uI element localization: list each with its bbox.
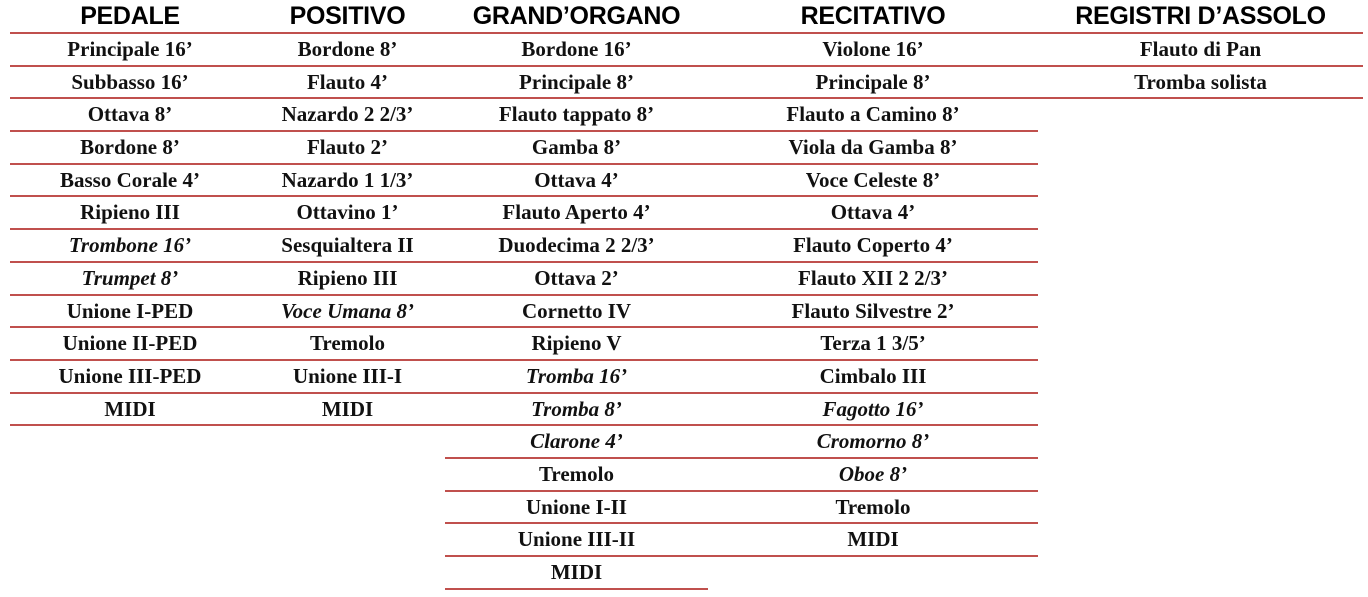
stop-item: Oboe 8’ — [708, 459, 1038, 492]
stop-item: Bordone 16’ — [445, 34, 708, 67]
stop-item: Principale 8’ — [708, 67, 1038, 100]
column-grand-organo — [445, 0, 708, 590]
stop-item: Violone 16’ — [708, 34, 1038, 67]
column-recitativo — [708, 0, 1038, 557]
column-pedale — [10, 0, 250, 426]
stop-item: MIDI — [445, 557, 708, 590]
stop-item: Subbasso 16’ — [10, 67, 250, 100]
stop-item: Viola da Gamba 8’ — [708, 132, 1038, 165]
stop-item: Unione III-I — [250, 361, 445, 394]
stop-item: MIDI — [250, 394, 445, 427]
column-title: GRAND’ORGANO — [445, 0, 708, 34]
stop-item: Tromba solista — [1038, 67, 1363, 100]
stop-item: Principale 8’ — [445, 67, 708, 100]
stop-item: Fagotto 16’ — [708, 394, 1038, 427]
column-positivo — [250, 0, 445, 426]
stop-item: Unione II-PED — [10, 328, 250, 361]
stop-item: Ripieno III — [10, 197, 250, 230]
column-title: RECITATIVO — [708, 0, 1038, 34]
stop-item: Flauto Coperto 4’ — [708, 230, 1038, 263]
stop-item: Ottava 4’ — [708, 197, 1038, 230]
stop-item: Flauto a Camino 8’ — [708, 99, 1038, 132]
stop-item: Unione I-PED — [10, 296, 250, 329]
stop-item: Bordone 8’ — [10, 132, 250, 165]
stop-item: Ottava 2’ — [445, 263, 708, 296]
column-title: REGISTRI D’ASSOLO — [1038, 0, 1363, 34]
stop-item: Clarone 4’ — [445, 426, 708, 459]
stop-item: Flauto Silvestre 2’ — [708, 296, 1038, 329]
stop-item: Unione III-PED — [10, 361, 250, 394]
stop-item: Tremolo — [708, 492, 1038, 525]
stop-item: Gamba 8’ — [445, 132, 708, 165]
stop-item: Flauto di Pan — [1038, 34, 1363, 67]
stop-item: Flauto XII 2 2/3’ — [708, 263, 1038, 296]
stop-item: Flauto 2’ — [250, 132, 445, 165]
stop-item: Ottava 8’ — [10, 99, 250, 132]
stop-item: Ripieno III — [250, 263, 445, 296]
stop-item: Cromorno 8’ — [708, 426, 1038, 459]
stop-item: Nazardo 1 1/3’ — [250, 165, 445, 198]
stop-item: MIDI — [708, 524, 1038, 557]
stop-item: Voce Celeste 8’ — [708, 165, 1038, 198]
stop-item: Terza 1 3/5’ — [708, 328, 1038, 361]
stop-item: Sesquialtera II — [250, 230, 445, 263]
stop-item: Bordone 8’ — [250, 34, 445, 67]
stop-item: Basso Corale 4’ — [10, 165, 250, 198]
stop-item: MIDI — [10, 394, 250, 427]
stop-item: Tromba 8’ — [445, 394, 708, 427]
stop-item: Tremolo — [445, 459, 708, 492]
stop-item: Ripieno V — [445, 328, 708, 361]
column-title: POSITIVO — [250, 0, 445, 34]
stop-item: Tromba 16’ — [445, 361, 708, 394]
stop-item: Cimbalo III — [708, 361, 1038, 394]
column-registri-assolo — [1038, 0, 1363, 99]
stop-item: Trombone 16’ — [10, 230, 250, 263]
stop-item: Trumpet 8’ — [10, 263, 250, 296]
stop-item: Flauto Aperto 4’ — [445, 197, 708, 230]
stop-item: Ottavino 1’ — [250, 197, 445, 230]
stop-item: Flauto tappato 8’ — [445, 99, 708, 132]
stop-item: Unione III-II — [445, 524, 708, 557]
stop-item: Duodecima 2 2/3’ — [445, 230, 708, 263]
stop-item: Unione I-II — [445, 492, 708, 525]
stop-item: Voce Umana 8’ — [250, 296, 445, 329]
stop-item: Principale 16’ — [10, 34, 250, 67]
column-title: PEDALE — [10, 0, 250, 34]
stop-item: Nazardo 2 2/3’ — [250, 99, 445, 132]
stop-item: Tremolo — [250, 328, 445, 361]
stop-item: Cornetto IV — [445, 296, 708, 329]
stop-item: Ottava 4’ — [445, 165, 708, 198]
stop-item: Flauto 4’ — [250, 67, 445, 100]
